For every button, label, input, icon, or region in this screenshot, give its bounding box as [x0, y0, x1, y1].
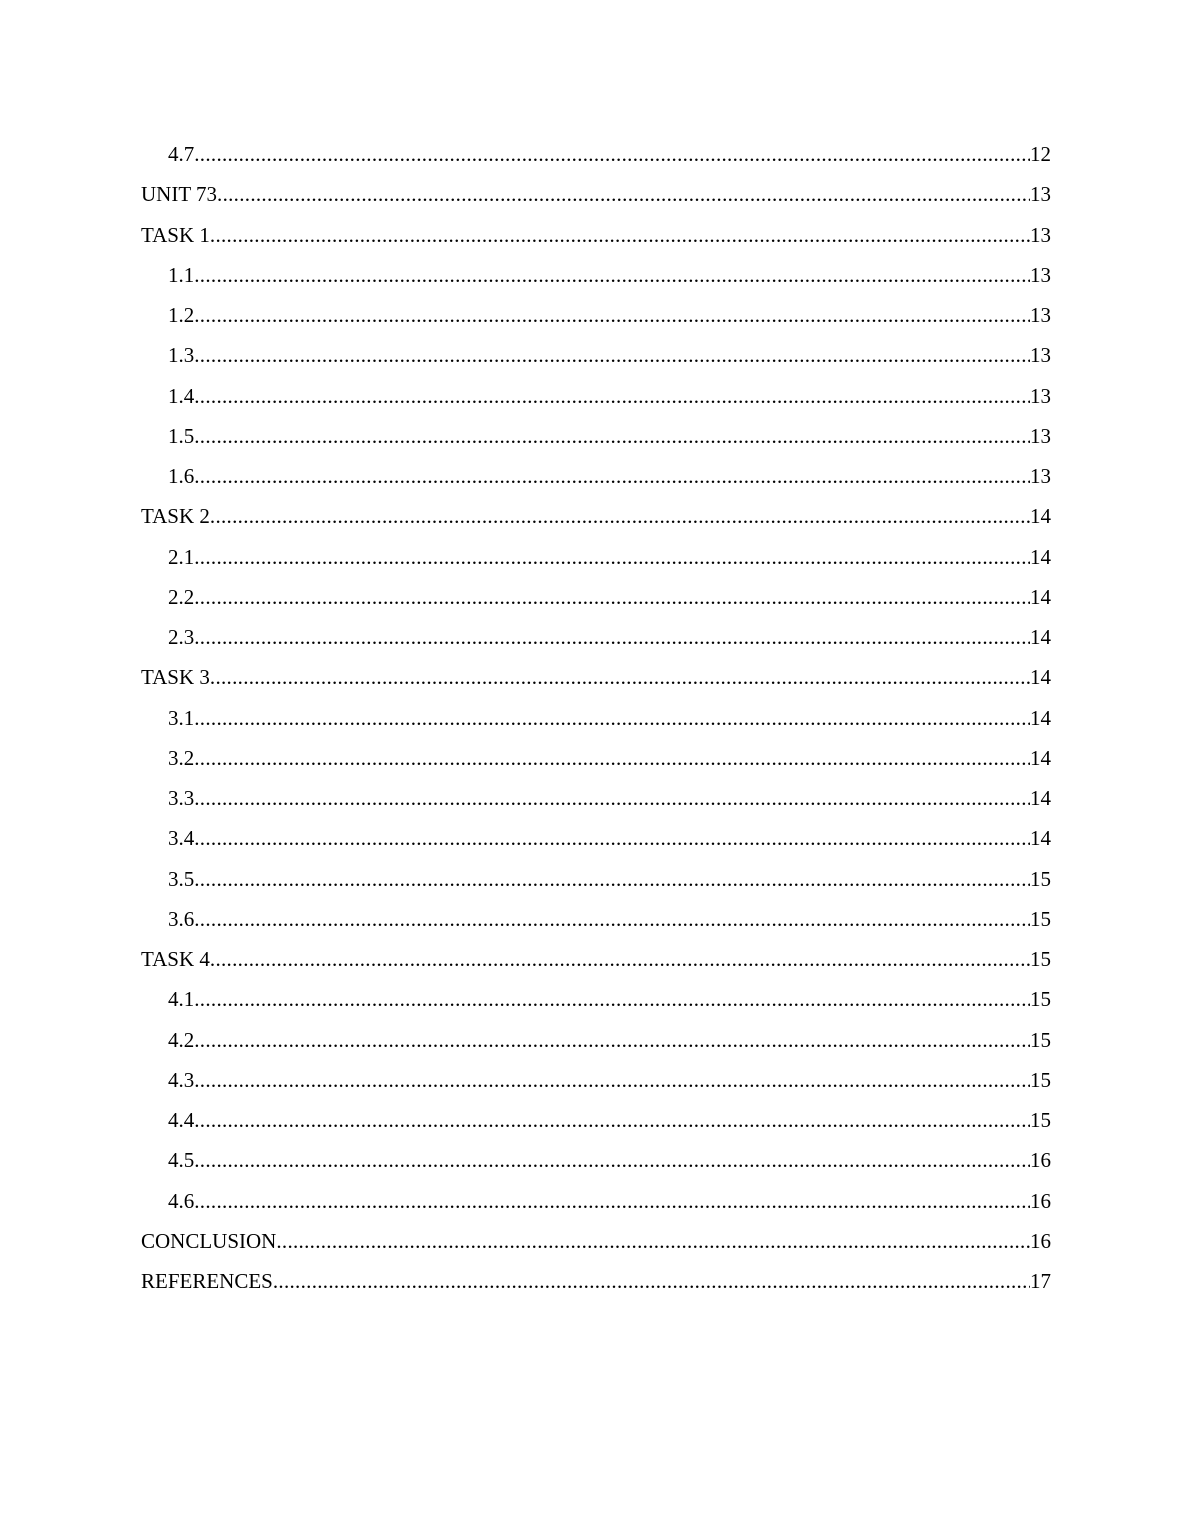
toc-entry-label: 1.2	[168, 303, 195, 328]
toc-entry-label: 1.5	[168, 423, 195, 448]
toc-entry-page: 13	[1030, 464, 1051, 489]
toc-entry[interactable]	[141, 456, 1051, 496]
toc-entry[interactable]	[141, 939, 1051, 979]
toc-entry[interactable]	[141, 778, 1051, 818]
toc-entry-label: 3.1	[168, 705, 195, 730]
toc-entry-page: 15	[1030, 1067, 1051, 1092]
toc-entry-label: 1.1	[168, 262, 195, 287]
toc-entry-page: 13	[1030, 262, 1051, 287]
toc-leader-dots	[194, 698, 1030, 738]
toc-entry-label: 4.2	[168, 1027, 195, 1052]
toc-entry[interactable]	[141, 899, 1051, 939]
toc-entry-page: 12	[1030, 142, 1051, 167]
toc-entry[interactable]	[141, 215, 1051, 255]
toc-entry-label: TASK 2	[141, 504, 210, 529]
toc-entry-label: 3.4	[168, 826, 195, 851]
toc-entry[interactable]	[141, 1261, 1051, 1301]
toc-entry[interactable]	[141, 1060, 1051, 1100]
toc-leader-dots	[194, 1181, 1030, 1221]
toc-leader-dots	[194, 416, 1030, 456]
toc-entry[interactable]	[141, 657, 1051, 697]
toc-entry-page: 13	[1030, 222, 1051, 247]
toc-leader-dots	[194, 617, 1030, 657]
toc-entry-page: 14	[1030, 504, 1051, 529]
toc-entry[interactable]	[141, 537, 1051, 577]
toc-leader-dots	[194, 537, 1030, 577]
toc-entry-label: 1.3	[168, 343, 195, 368]
toc-leader-dots	[194, 577, 1030, 617]
toc-entry-page: 15	[1030, 987, 1051, 1012]
toc-entry-label: 4.7	[168, 142, 195, 167]
toc-entry-page: 13	[1030, 383, 1051, 408]
toc-entry-label: UNIT 73	[141, 182, 218, 207]
toc-leader-dots	[194, 899, 1030, 939]
toc-entry-page: 15	[1030, 866, 1051, 891]
toc-entry-label: REFERENCES	[141, 1269, 273, 1294]
toc-entry-page: 15	[1030, 1108, 1051, 1133]
toc-entry-label: 3.3	[168, 786, 195, 811]
toc-entry[interactable]	[141, 859, 1051, 899]
toc-entry-page: 15	[1030, 947, 1051, 972]
toc-leader-dots	[194, 738, 1030, 778]
toc-leader-dots	[194, 1020, 1030, 1060]
toc-entry-label: 1.4	[168, 383, 195, 408]
toc-entry-label: 4.3	[168, 1067, 195, 1092]
toc-entry[interactable]	[141, 1221, 1051, 1261]
toc-leader-dots	[210, 215, 1030, 255]
toc-entry-label: 2.3	[168, 625, 195, 650]
toc-entry-page: 14	[1030, 745, 1051, 770]
toc-entry-page: 16	[1030, 1148, 1051, 1173]
toc-entry-label: 1.6	[168, 464, 195, 489]
toc-entry[interactable]	[141, 738, 1051, 778]
toc-entry[interactable]	[141, 979, 1051, 1019]
toc-leader-dots	[276, 1221, 1030, 1261]
toc-entry-page: 14	[1030, 544, 1051, 569]
toc-entry-page: 14	[1030, 705, 1051, 730]
toc-entry-page: 14	[1030, 665, 1051, 690]
toc-entry-label: TASK 4	[141, 947, 210, 972]
toc-leader-dots	[194, 1140, 1030, 1180]
toc-entry-label: CONCLUSION	[141, 1228, 277, 1253]
toc-entry[interactable]	[141, 295, 1051, 335]
toc-entry-label: TASK 1	[141, 222, 210, 247]
toc-leader-dots	[210, 657, 1030, 697]
toc-entry[interactable]	[141, 496, 1051, 536]
toc-leader-dots	[194, 255, 1030, 295]
toc-entry-page: 15	[1030, 906, 1051, 931]
toc-leader-dots	[194, 859, 1030, 899]
toc-entry-label: 3.5	[168, 866, 195, 891]
toc-entry-page: 15	[1030, 1027, 1051, 1052]
toc-entry[interactable]	[141, 174, 1051, 214]
toc-leader-dots	[194, 134, 1030, 174]
toc-entry-page: 13	[1030, 343, 1051, 368]
toc-leader-dots	[194, 778, 1030, 818]
toc-entry-page: 16	[1030, 1228, 1051, 1253]
toc-entry[interactable]	[141, 577, 1051, 617]
toc-leader-dots	[194, 979, 1030, 1019]
toc-entry-label: 2.1	[168, 544, 195, 569]
toc-leader-dots	[194, 1100, 1030, 1140]
toc-leader-dots	[217, 174, 1030, 214]
toc-leader-dots	[194, 456, 1030, 496]
toc-entry-page: 13	[1030, 303, 1051, 328]
toc-entry[interactable]	[141, 255, 1051, 295]
toc-entry-page: 16	[1030, 1188, 1051, 1213]
toc-entry-page: 13	[1030, 423, 1051, 448]
toc-entry-label: 3.6	[168, 906, 195, 931]
toc-entry[interactable]	[141, 818, 1051, 858]
toc-entry-page: 14	[1030, 584, 1051, 609]
toc-entry-label: 4.1	[168, 987, 195, 1012]
toc-entry[interactable]	[141, 376, 1051, 416]
toc-entry-page: 14	[1030, 826, 1051, 851]
toc-entry-page: 14	[1030, 786, 1051, 811]
toc-leader-dots	[194, 1060, 1030, 1100]
toc-entry[interactable]	[141, 416, 1051, 456]
toc-entry[interactable]	[141, 617, 1051, 657]
toc-entry[interactable]	[141, 698, 1051, 738]
toc-entry-label: 4.4	[168, 1108, 195, 1133]
toc-entry[interactable]	[141, 335, 1051, 375]
table-of-contents	[141, 134, 1051, 1301]
toc-entry[interactable]	[141, 1100, 1051, 1140]
toc-entry[interactable]	[141, 1181, 1051, 1221]
toc-leader-dots	[194, 335, 1030, 375]
toc-entry-page: 13	[1030, 182, 1051, 207]
toc-entry[interactable]	[141, 134, 1051, 174]
toc-entry[interactable]	[141, 1140, 1051, 1180]
toc-entry-label: 4.6	[168, 1188, 195, 1213]
toc-entry-label: 4.5	[168, 1148, 195, 1173]
toc-entry[interactable]	[141, 1020, 1051, 1060]
toc-leader-dots	[194, 818, 1030, 858]
toc-entry-label: 3.2	[168, 745, 195, 770]
toc-entry-page: 14	[1030, 625, 1051, 650]
toc-leader-dots	[210, 939, 1030, 979]
toc-leader-dots	[273, 1261, 1030, 1301]
toc-leader-dots	[210, 496, 1030, 536]
toc-entry-label: 2.2	[168, 584, 195, 609]
toc-entry-label: TASK 3	[141, 665, 210, 690]
toc-entry-page: 17	[1030, 1269, 1051, 1294]
toc-leader-dots	[194, 376, 1030, 416]
toc-leader-dots	[194, 295, 1030, 335]
